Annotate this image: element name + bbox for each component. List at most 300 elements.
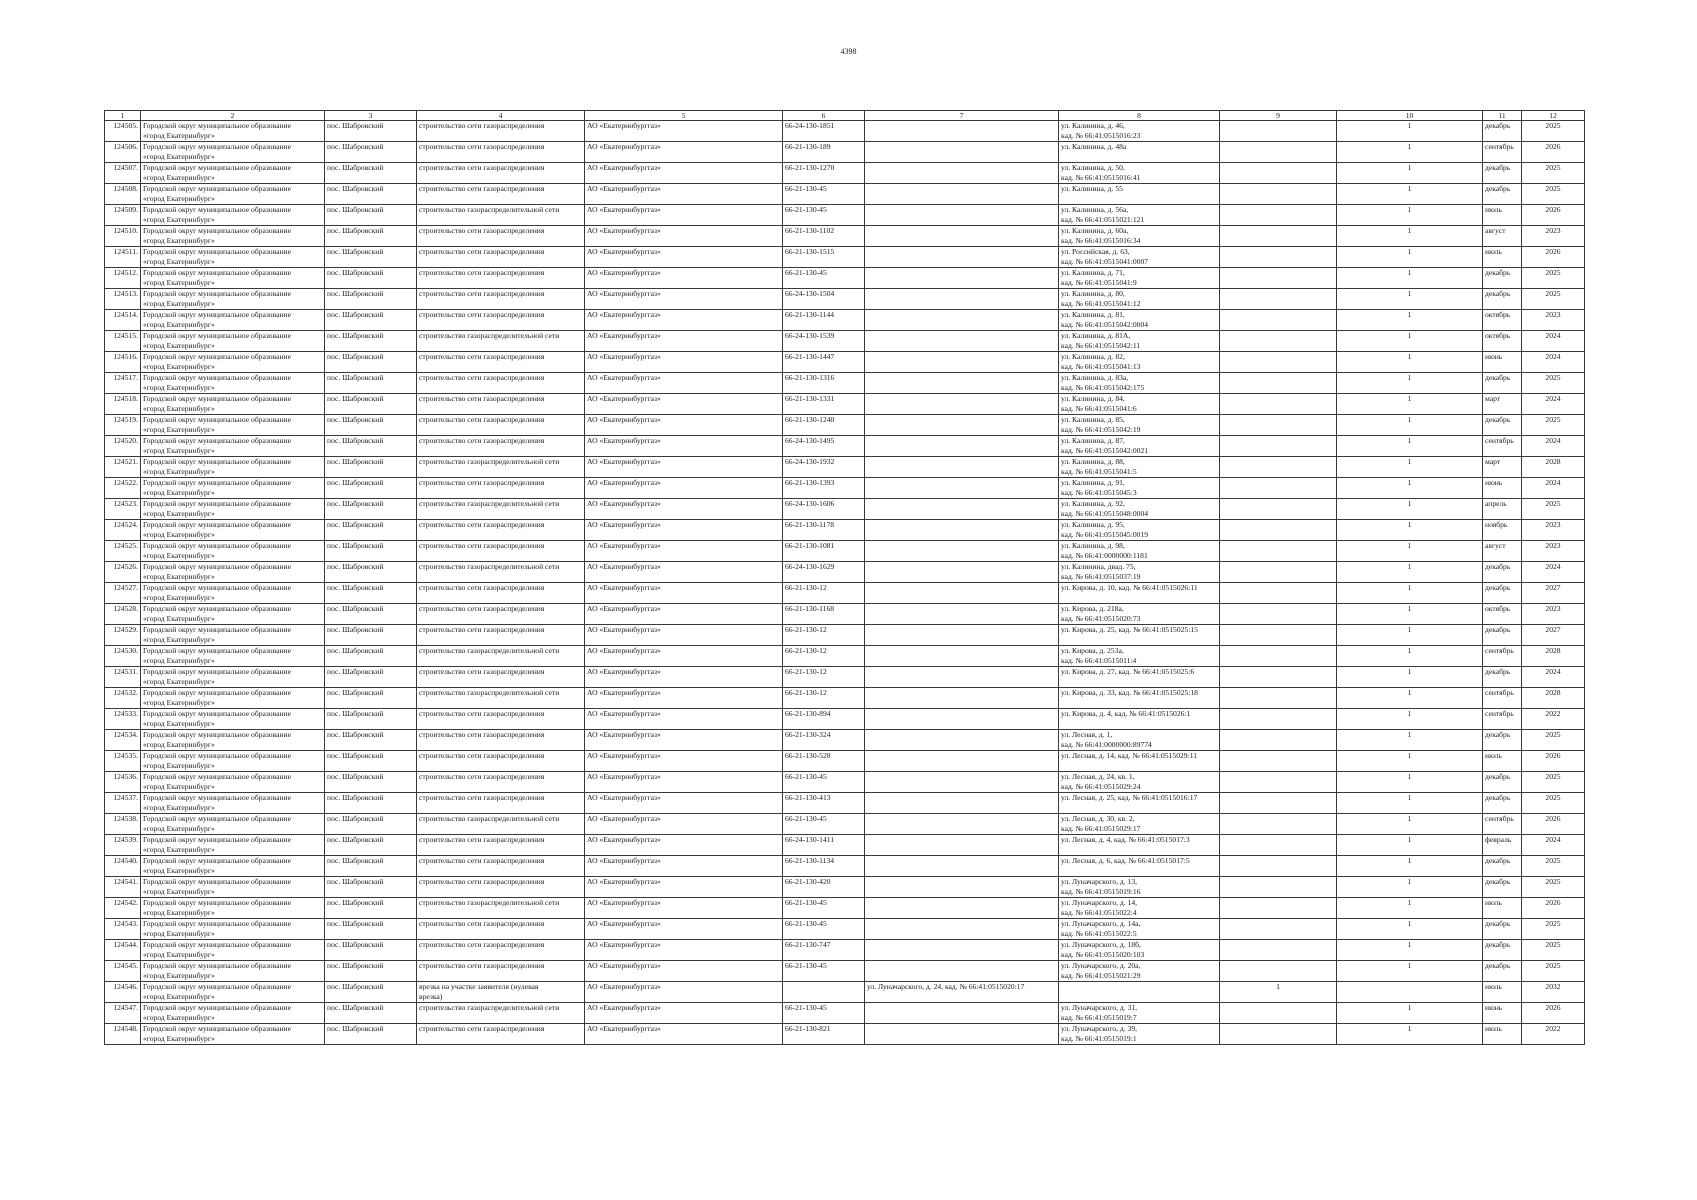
- work-type-text: строительство сети газораспределения: [419, 835, 545, 844]
- quantity-text: 1: [1407, 142, 1412, 151]
- column-9-cell: [1220, 730, 1337, 751]
- table-row: [105, 415, 1585, 436]
- organization-cell: [585, 226, 783, 247]
- quantity-cell: [1337, 856, 1483, 877]
- address-cell: [1059, 814, 1220, 835]
- work-type-text: строительство газораспределительной сети: [419, 499, 560, 508]
- month-text: март: [1485, 394, 1501, 403]
- year-text: 2026: [1545, 142, 1561, 151]
- quantity-text: 1: [1407, 961, 1412, 970]
- year-text: 2026: [1545, 247, 1561, 256]
- organization-text: АО «Екатеринбурггаз»: [587, 583, 661, 592]
- month-cell: [1483, 415, 1522, 436]
- object-code-cell: [783, 898, 865, 919]
- row-number-text: 124523.: [113, 499, 138, 508]
- quantity-text: 1: [1407, 436, 1412, 445]
- municipality-text: Городской округ муниципальное образование: [143, 205, 291, 214]
- row-number-cell: [105, 205, 141, 226]
- year-text: 2028: [1545, 646, 1561, 655]
- year-text: 2025: [1545, 289, 1561, 298]
- municipality-cell: [141, 583, 325, 604]
- table-row: [105, 583, 1585, 604]
- column-9-cell: [1220, 877, 1337, 898]
- object-code-text: 66-21-130-1178: [785, 520, 835, 529]
- municipality-text: Городской округ муниципальное образование: [143, 919, 291, 928]
- address-text: ул. Калинина, д. 50,: [1061, 163, 1125, 172]
- month-cell: [1483, 478, 1522, 499]
- row-number-cell: [105, 457, 141, 478]
- address-cell: [1059, 856, 1220, 877]
- work-type-text: строительство сети газораспределения: [419, 751, 545, 760]
- row-number-text: 124543.: [113, 919, 138, 928]
- column-7-cell: [865, 289, 1059, 310]
- year-text: 2025: [1545, 373, 1561, 382]
- year-text: 2023: [1545, 520, 1561, 529]
- municipality-text: Городской округ муниципальное образование: [143, 562, 291, 571]
- municipality-cell: [141, 961, 325, 982]
- row-number-cell: [105, 793, 141, 814]
- row-number-text: 124538.: [113, 814, 138, 823]
- row-number-text: 124507.: [113, 163, 138, 172]
- quantity-text: 1: [1407, 310, 1412, 319]
- column-7-cell: [865, 940, 1059, 961]
- column-7-cell: [865, 961, 1059, 982]
- address-cell: [1059, 268, 1220, 289]
- table-row: [105, 793, 1585, 814]
- month-cell: [1483, 667, 1522, 688]
- month-cell: [1483, 268, 1522, 289]
- settlement-cell: [325, 142, 417, 163]
- quantity-cell: [1337, 877, 1483, 898]
- address-cell: [1059, 793, 1220, 814]
- work-type-text: строительство сети газораспределения: [419, 541, 545, 550]
- address-text: кад. № 66:41:0515019:1: [1061, 1034, 1137, 1043]
- object-code-cell: [783, 415, 865, 436]
- month-cell: [1483, 1024, 1522, 1045]
- settlement-cell: [325, 457, 417, 478]
- object-code-cell: [783, 352, 865, 373]
- object-code-text: 66-21-130-12: [785, 625, 827, 634]
- organization-cell: [585, 394, 783, 415]
- organization-cell: [585, 1024, 783, 1045]
- table-row: [105, 310, 1585, 331]
- registry-table: [104, 110, 1585, 1045]
- municipality-text: Городской округ муниципальное образование: [143, 688, 291, 697]
- address-text: ул. Калинина, д. 92,: [1061, 499, 1125, 508]
- year-cell: [1522, 226, 1585, 247]
- address-text: кад. № 66:41:0515021:29: [1061, 971, 1141, 980]
- work-type-cell: [417, 457, 585, 478]
- address-text: ул. Калинина, двад. 75,: [1061, 562, 1136, 571]
- row-number-text: 124521.: [113, 457, 138, 466]
- address-text: кад. № 66:41:0515019:16: [1061, 887, 1141, 896]
- municipality-text: «город Екатеринбург»: [143, 551, 215, 560]
- table-row: [105, 835, 1585, 856]
- object-code-cell: [783, 646, 865, 667]
- settlement-text: пос. Шабровский: [327, 289, 384, 298]
- settlement-text: пос. Шабровский: [327, 835, 384, 844]
- year-cell: [1522, 394, 1585, 415]
- address-text: ул. Калинина, д. 88,: [1061, 457, 1125, 466]
- quantity-cell: [1337, 352, 1483, 373]
- settlement-cell: [325, 289, 417, 310]
- row-number-cell: [105, 688, 141, 709]
- settlement-text: пос. Шабровский: [327, 268, 384, 277]
- year-cell: [1522, 772, 1585, 793]
- column-header: 5: [585, 111, 783, 121]
- work-type-text: строительство сети газораспределения: [419, 520, 545, 529]
- column-9-cell: [1220, 982, 1337, 1003]
- month-text: декабрь: [1485, 121, 1511, 130]
- month-text: июль: [1485, 1024, 1502, 1033]
- settlement-text: пос. Шабровский: [327, 1003, 384, 1012]
- work-type-text: строительство сети газораспределения: [419, 730, 545, 739]
- address-text: ул. Калинина, д. 83а,: [1061, 373, 1129, 382]
- organization-text: АО «Екатеринбурггаз»: [587, 793, 661, 802]
- object-code-cell: [783, 331, 865, 352]
- organization-text: АО «Екатеринбурггаз»: [587, 1024, 661, 1033]
- address-text: кад. № 66:41:0515041:5: [1061, 467, 1137, 476]
- year-text: 2025: [1545, 961, 1561, 970]
- municipality-text: «город Екатеринбург»: [143, 173, 215, 182]
- object-code-cell: [783, 688, 865, 709]
- quantity-cell: [1337, 1003, 1483, 1024]
- row-number-cell: [105, 1003, 141, 1024]
- month-text: октябрь: [1485, 604, 1511, 613]
- column-9-cell: [1220, 772, 1337, 793]
- object-code-text: 66-21-130-12: [785, 667, 827, 676]
- month-text: декабрь: [1485, 583, 1511, 592]
- address-text: ул. Кирова, д. 4, кад. № 66:41:0515026:1: [1061, 709, 1191, 718]
- organization-text: АО «Екатеринбурггаз»: [587, 478, 661, 487]
- month-cell: [1483, 352, 1522, 373]
- address-cell: [1059, 247, 1220, 268]
- column-header: 6: [783, 111, 865, 121]
- quantity-text: 1: [1407, 688, 1412, 697]
- column-7-cell: [865, 436, 1059, 457]
- quantity-cell: [1337, 604, 1483, 625]
- column-7-cell: [865, 394, 1059, 415]
- work-type-text: строительство газораспределительной сети: [419, 646, 560, 655]
- address-text: кад. № 66:41:0515045:0019: [1061, 530, 1149, 539]
- quantity-text: 1: [1407, 226, 1412, 235]
- municipality-cell: [141, 793, 325, 814]
- row-number-text: 124522.: [113, 478, 138, 487]
- year-text: 2024: [1545, 835, 1561, 844]
- organization-cell: [585, 751, 783, 772]
- year-text: 2022: [1545, 1024, 1561, 1033]
- column-7-cell: [865, 814, 1059, 835]
- address-text: кад. № 66:41:0515020:103: [1061, 950, 1145, 959]
- municipality-cell: [141, 541, 325, 562]
- work-type-cell: [417, 352, 585, 373]
- municipality-text: Городской округ муниципальное образование: [143, 646, 291, 655]
- organization-cell: [585, 121, 783, 142]
- month-cell: [1483, 835, 1522, 856]
- organization-text: АО «Екатеринбурггаз»: [587, 646, 661, 655]
- work-type-text: строительство сети газораспределения: [419, 709, 545, 718]
- address-text: ул. Калинина, д. 56а,: [1061, 205, 1129, 214]
- month-cell: [1483, 982, 1522, 1003]
- row-number-cell: [105, 814, 141, 835]
- column-header: 11: [1483, 111, 1522, 121]
- table-row: [105, 940, 1585, 961]
- work-type-cell: [417, 730, 585, 751]
- row-number-cell: [105, 121, 141, 142]
- settlement-cell: [325, 247, 417, 268]
- organization-text: АО «Екатеринбурггаз»: [587, 184, 661, 193]
- year-text: 2025: [1545, 415, 1561, 424]
- municipality-text: «город Екатеринбург»: [143, 971, 215, 980]
- quantity-text: 1: [1407, 1003, 1412, 1012]
- year-cell: [1522, 436, 1585, 457]
- work-type-text: строительство сети газораспределения: [419, 121, 545, 130]
- municipality-cell: [141, 352, 325, 373]
- organization-text: АО «Екатеринбурггаз»: [587, 982, 661, 991]
- year-cell: [1522, 142, 1585, 163]
- column-9-cell: [1220, 289, 1337, 310]
- row-number-text: 124547.: [113, 1003, 138, 1012]
- settlement-text: пос. Шабровский: [327, 184, 384, 193]
- municipality-cell: [141, 520, 325, 541]
- address-text: ул. Калинина, д. 85,: [1061, 415, 1125, 424]
- address-text: кад. № 66:41:0515016:41: [1061, 173, 1141, 182]
- work-type-cell: [417, 877, 585, 898]
- work-type-cell: [417, 688, 585, 709]
- address-cell: [1059, 751, 1220, 772]
- work-type-text: строительство газораспределительной сети: [419, 814, 560, 823]
- row-number-text: 124511.: [113, 247, 138, 256]
- settlement-text: пос. Шабровский: [327, 604, 384, 613]
- municipality-cell: [141, 814, 325, 835]
- column-7-text: ул. Луначарского, д. 24, кад. № 66:41:0515020:17: [867, 982, 1025, 991]
- month-cell: [1483, 625, 1522, 646]
- municipality-cell: [141, 1003, 325, 1024]
- municipality-text: Городской округ муниципальное образование: [143, 604, 291, 613]
- address-cell: [1059, 1003, 1220, 1024]
- work-type-cell: [417, 541, 585, 562]
- quantity-text: 1: [1407, 520, 1412, 529]
- object-code-text: 66-21-130-413: [785, 793, 831, 802]
- object-code-text: 66-21-130-45: [785, 898, 827, 907]
- row-number-cell: [105, 310, 141, 331]
- month-text: декабрь: [1485, 625, 1511, 634]
- municipality-cell: [141, 877, 325, 898]
- work-type-text: строительство сети газораспределения: [419, 247, 545, 256]
- quantity-text: 1: [1407, 646, 1412, 655]
- quantity-cell: [1337, 499, 1483, 520]
- row-number-text: 124544.: [113, 940, 138, 949]
- column-7-cell: [865, 730, 1059, 751]
- address-text: кад. № 66:41:0515048:0004: [1061, 509, 1149, 518]
- row-number-text: 124526.: [113, 562, 138, 571]
- object-code-cell: [783, 709, 865, 730]
- object-code-text: 66-21-130-1240: [785, 415, 835, 424]
- address-text: ул. Луначарского, д. 20а,: [1061, 961, 1141, 970]
- settlement-cell: [325, 205, 417, 226]
- settlement-cell: [325, 814, 417, 835]
- table-row: [105, 499, 1585, 520]
- column-9-cell: [1220, 793, 1337, 814]
- table-row: [105, 730, 1585, 751]
- quantity-text: 1: [1407, 709, 1412, 718]
- year-cell: [1522, 478, 1585, 499]
- object-code-cell: [783, 373, 865, 394]
- quantity-cell: [1337, 373, 1483, 394]
- municipality-text: «город Екатеринбург»: [143, 761, 215, 770]
- table-row: [105, 877, 1585, 898]
- quantity-cell: [1337, 436, 1483, 457]
- year-text: 2023: [1545, 541, 1561, 550]
- table-row: [105, 331, 1585, 352]
- object-code-text: 66-21-130-1081: [785, 541, 835, 550]
- quantity-text: 1: [1407, 751, 1412, 760]
- row-number-cell: [105, 625, 141, 646]
- object-code-cell: [783, 226, 865, 247]
- organization-text: АО «Екатеринбурггаз»: [587, 940, 661, 949]
- object-code-text: 66-24-130-1851: [785, 121, 835, 130]
- municipality-text: «город Екатеринбург»: [143, 278, 215, 287]
- month-cell: [1483, 121, 1522, 142]
- year-cell: [1522, 562, 1585, 583]
- address-cell: [1059, 982, 1220, 1003]
- object-code-cell: [783, 457, 865, 478]
- table-row: [105, 247, 1585, 268]
- table-row: [105, 751, 1585, 772]
- quantity-cell: [1337, 310, 1483, 331]
- work-type-text: строительство сети газораспределения: [419, 856, 545, 865]
- municipality-text: «город Екатеринбург»: [143, 866, 215, 875]
- address-text: ул. Кирова, д. 218а,: [1061, 604, 1124, 613]
- municipality-text: Городской округ муниципальное образование: [143, 184, 291, 193]
- settlement-cell: [325, 667, 417, 688]
- row-number-cell: [105, 268, 141, 289]
- object-code-cell: [783, 877, 865, 898]
- municipality-text: «город Екатеринбург»: [143, 593, 215, 602]
- work-type-text: строительство сети газораспределения: [419, 394, 545, 403]
- organization-text: АО «Екатеринбурггаз»: [587, 499, 661, 508]
- year-cell: [1522, 856, 1585, 877]
- object-code-text: 66-21-130-1331: [785, 394, 835, 403]
- address-text: ул. Калинина, д. 60а,: [1061, 226, 1129, 235]
- municipality-text: Городской округ муниципальное образование: [143, 625, 291, 634]
- column-7-cell: [865, 604, 1059, 625]
- row-number-cell: [105, 352, 141, 373]
- table-row: [105, 1024, 1585, 1045]
- object-code-cell: [783, 772, 865, 793]
- month-cell: [1483, 688, 1522, 709]
- quantity-cell: [1337, 814, 1483, 835]
- quantity-text: 1: [1407, 1024, 1412, 1033]
- settlement-text: пос. Шабровский: [327, 898, 384, 907]
- object-code-text: 66-21-130-1447: [785, 352, 835, 361]
- column-9-text: 1: [1276, 982, 1280, 991]
- work-type-cell: [417, 814, 585, 835]
- organization-cell: [585, 457, 783, 478]
- organization-cell: [585, 625, 783, 646]
- column-9-cell: [1220, 667, 1337, 688]
- settlement-cell: [325, 982, 417, 1003]
- settlement-text: пос. Шабровский: [327, 121, 384, 130]
- address-cell: [1059, 772, 1220, 793]
- quantity-cell: [1337, 184, 1483, 205]
- row-number-cell: [105, 289, 141, 310]
- municipality-text: Городской округ муниципальное образование: [143, 373, 291, 382]
- address-text: ул. Кирова, д. 10, кад. № 66:41:0515026:11: [1061, 583, 1198, 592]
- organization-cell: [585, 310, 783, 331]
- quantity-cell: [1337, 142, 1483, 163]
- column-9-cell: [1220, 478, 1337, 499]
- settlement-cell: [325, 331, 417, 352]
- municipality-text: Городской округ муниципальное образование: [143, 835, 291, 844]
- year-text: 2024: [1545, 667, 1561, 676]
- municipality-cell: [141, 184, 325, 205]
- column-header: 12: [1522, 111, 1585, 121]
- municipality-text: «город Екатеринбург»: [143, 1013, 215, 1022]
- row-number-text: 124518.: [113, 394, 138, 403]
- municipality-cell: [141, 940, 325, 961]
- year-cell: [1522, 520, 1585, 541]
- settlement-cell: [325, 625, 417, 646]
- organization-text: АО «Екатеринбурггаз»: [587, 247, 661, 256]
- object-code-cell: [783, 436, 865, 457]
- table-row: [105, 667, 1585, 688]
- municipality-cell: [141, 730, 325, 751]
- month-cell: [1483, 247, 1522, 268]
- row-number-text: 124520.: [113, 436, 138, 445]
- work-type-text: врезка на участке заявителя (нулевая: [419, 982, 539, 991]
- month-cell: [1483, 877, 1522, 898]
- municipality-cell: [141, 898, 325, 919]
- year-cell: [1522, 352, 1585, 373]
- column-9-cell: [1220, 751, 1337, 772]
- year-text: 2025: [1545, 730, 1561, 739]
- work-type-cell: [417, 583, 585, 604]
- settlement-text: пос. Шабровский: [327, 142, 384, 151]
- row-number-cell: [105, 877, 141, 898]
- municipality-text: «город Екатеринбург»: [143, 908, 215, 917]
- row-number-text: 124509.: [113, 205, 138, 214]
- row-number-cell: [105, 541, 141, 562]
- quantity-cell: [1337, 772, 1483, 793]
- year-cell: [1522, 268, 1585, 289]
- settlement-cell: [325, 604, 417, 625]
- address-text: ул. Калинина, д. 81,: [1061, 310, 1125, 319]
- year-cell: [1522, 310, 1585, 331]
- year-cell: [1522, 877, 1585, 898]
- address-text: ул. Кирова, д. 33, кад. № 66:41:0515025:18: [1061, 688, 1198, 697]
- organization-cell: [585, 583, 783, 604]
- settlement-text: пос. Шабровский: [327, 583, 384, 592]
- municipality-text: «город Екатеринбург»: [143, 320, 215, 329]
- municipality-cell: [141, 772, 325, 793]
- address-text: ул. Луначарского, д. 14а,: [1061, 919, 1141, 928]
- month-text: апрель: [1485, 499, 1507, 508]
- object-code-text: 66-24-130-1629: [785, 562, 835, 571]
- settlement-cell: [325, 121, 417, 142]
- municipality-text: Городской округ муниципальное образование: [143, 940, 291, 949]
- month-text: август: [1485, 541, 1506, 550]
- year-text: 2024: [1545, 352, 1561, 361]
- quantity-cell: [1337, 331, 1483, 352]
- month-text: декабрь: [1485, 562, 1511, 571]
- settlement-cell: [325, 1024, 417, 1045]
- address-text: ул. Калинина, д. 95,: [1061, 520, 1125, 529]
- year-text: 2026: [1545, 205, 1561, 214]
- work-type-text: строительство сети газораспределения: [419, 940, 545, 949]
- municipality-cell: [141, 562, 325, 583]
- work-type-text: строительство сети газораспределения: [419, 163, 545, 172]
